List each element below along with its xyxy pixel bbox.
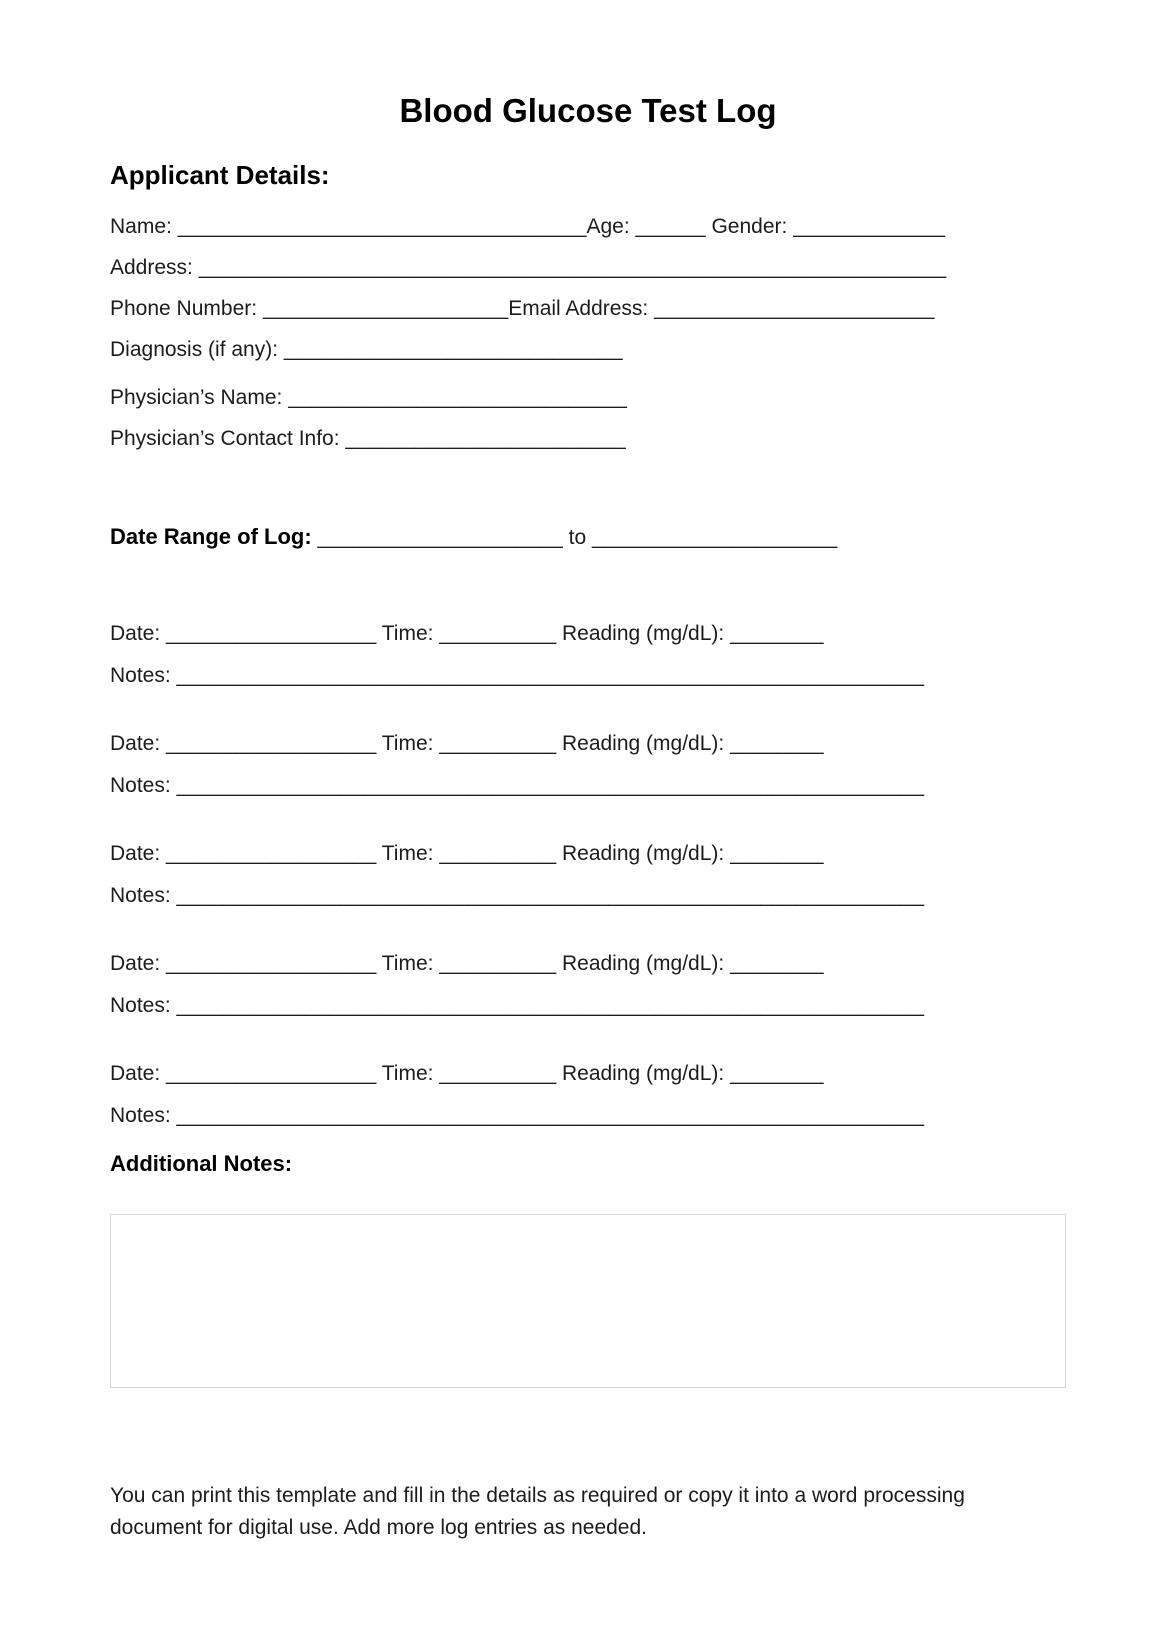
date-label: Date:: [110, 1062, 161, 1085]
physician-name-blank-line: _____________________________: [288, 386, 627, 409]
notes-blank-line: ________________________________________________________________: [176, 664, 925, 687]
date-blank-line: __________________: [166, 622, 377, 645]
diagnosis-label: Diagnosis (if any):: [110, 338, 279, 361]
physician-contact-row: [110, 426, 1066, 451]
name-age-gender-row: [110, 214, 1066, 239]
log-entry-date-row: [110, 951, 1066, 976]
time-label: Time:: [381, 952, 434, 975]
email-label: Email Address:: [508, 297, 649, 320]
reading-label: Reading (mg/dL):: [561, 842, 725, 865]
notes-blank-line: ________________________________________________________________: [176, 1104, 925, 1127]
email-blank-line: ________________________: [654, 297, 935, 320]
additional-notes-heading: Additional Notes:: [110, 1151, 293, 1176]
phone-blank-line: _____________________: [262, 297, 509, 320]
physician-name-row: [110, 385, 1066, 410]
notes-blank-line: ________________________________________________________________: [176, 774, 925, 797]
reading-blank-line: ________: [730, 952, 824, 975]
time-blank-line: __________: [439, 1062, 557, 1085]
notes-label: Notes:: [110, 774, 171, 797]
time-label: Time:: [381, 732, 434, 755]
physician-name-label: Physician’s Name:: [110, 386, 283, 409]
log-entry-notes-row: [110, 773, 1066, 798]
log-entry-date-row: [110, 1061, 1066, 1086]
time-blank-line: __________: [439, 842, 557, 865]
diagnosis-row: [110, 337, 1066, 362]
notes-label: Notes:: [110, 884, 171, 907]
additional-notes-box[interactable]: [110, 1214, 1066, 1388]
notes-label: Notes:: [110, 1104, 171, 1127]
notes-label: Notes:: [110, 664, 171, 687]
address-row: [110, 255, 1066, 280]
date-label: Date:: [110, 622, 161, 645]
reading-label: Reading (mg/dL):: [561, 952, 725, 975]
gender-label: Gender:: [711, 215, 788, 238]
date-range-row: [110, 523, 1066, 551]
address-label: Address:: [110, 256, 193, 279]
log-entry-date-row: [110, 841, 1066, 866]
date-blank-line: __________________: [166, 842, 377, 865]
diagnosis-blank-line: _____________________________: [283, 338, 623, 361]
date-range-to-label: to: [568, 526, 587, 549]
reading-label: Reading (mg/dL):: [561, 732, 725, 755]
date-blank-line: __________________: [166, 952, 377, 975]
name-blank-line: ___________________________________: [177, 215, 587, 238]
name-label: Name:: [110, 215, 172, 238]
footer-instructions: You can print this template and fill in the details as required or copy it into a word processing document for digital use. Add more log entries as needed.: [110, 1484, 965, 1539]
time-blank-line: __________: [439, 952, 557, 975]
date-range-to-blank: _____________________: [591, 526, 838, 549]
time-label: Time:: [381, 842, 434, 865]
log-entry-date-row: [110, 621, 1066, 646]
notes-label: Notes:: [110, 994, 171, 1017]
reading-blank-line: ________: [730, 842, 824, 865]
reading-label: Reading (mg/dL):: [561, 622, 725, 645]
time-blank-line: __________: [439, 622, 557, 645]
reading-blank-line: ________: [730, 1062, 824, 1085]
address-blank-line: ________________________________________________________________: [198, 256, 947, 279]
age-label: Age:: [586, 215, 630, 238]
page-title: Blood Glucose Test Log: [399, 92, 777, 129]
log-entry-notes-row: [110, 1103, 1066, 1128]
notes-blank-line: ________________________________________________________________: [176, 884, 925, 907]
log-entry-date-row: [110, 731, 1066, 756]
gender-blank-line: _____________: [793, 215, 946, 238]
log-entry-notes-row: [110, 993, 1066, 1018]
date-label: Date:: [110, 952, 161, 975]
log-entry-notes-row: [110, 663, 1066, 688]
date-blank-line: __________________: [166, 732, 377, 755]
reading-blank-line: ________: [730, 732, 824, 755]
time-blank-line: __________: [439, 732, 557, 755]
date-label: Date:: [110, 732, 161, 755]
age-blank-line: ______: [635, 215, 706, 238]
date-range-label: Date Range of Log:: [110, 524, 312, 549]
physician-contact-blank-line: ________________________: [345, 427, 626, 450]
reading-label: Reading (mg/dL):: [561, 1062, 725, 1085]
phone-email-row: [110, 296, 1066, 321]
physician-contact-label: Physician’s Contact Info:: [110, 427, 340, 450]
notes-blank-line: ________________________________________________________________: [176, 994, 925, 1017]
applicant-details-heading: Applicant Details:: [110, 160, 330, 190]
log-entry-notes-row: [110, 883, 1066, 908]
date-label: Date:: [110, 842, 161, 865]
date-blank-line: __________________: [166, 1062, 377, 1085]
phone-label: Phone Number:: [110, 297, 258, 320]
time-label: Time:: [381, 1062, 434, 1085]
reading-blank-line: ________: [730, 622, 824, 645]
date-range-from-blank: _____________________: [317, 526, 563, 549]
time-label: Time:: [381, 622, 434, 645]
